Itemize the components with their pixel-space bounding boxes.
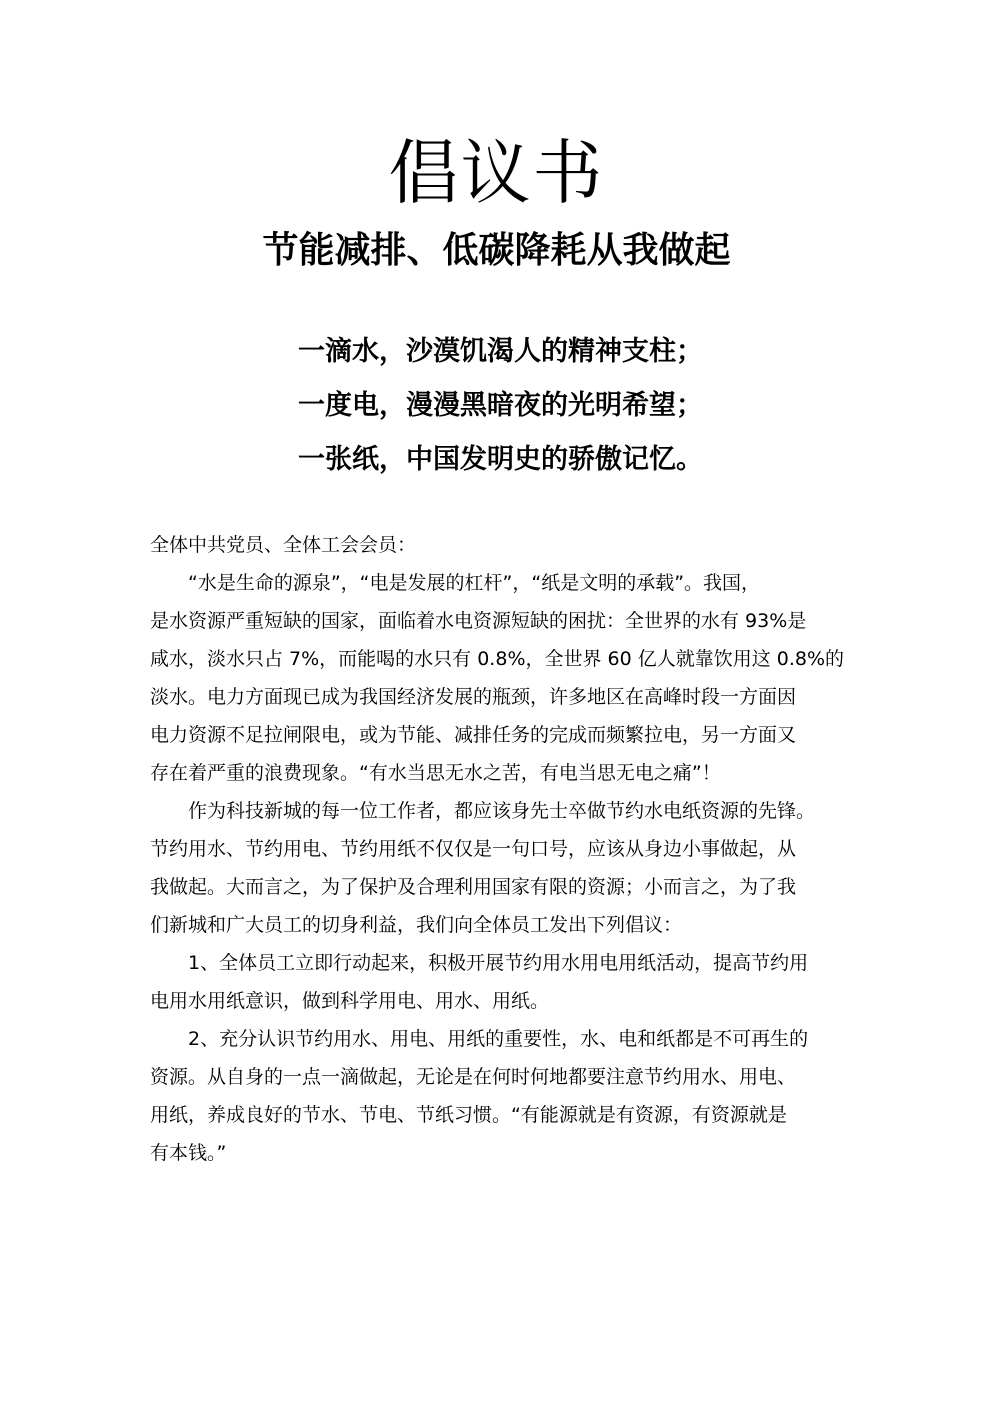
poem-line: 一张纸，中国发明史的骄傲记忆。 bbox=[298, 444, 703, 475]
document-subtitle: 节能减排、低碳降耗从我做起 bbox=[262, 230, 731, 271]
paragraph-line: 1、全体员工立即行动起来，积极开展节约用水用电用纸活动，提高节约用 bbox=[188, 952, 809, 974]
paragraph-line: 节约用水、节约用电、节约用纸不仅仅是一句口号，应该从身边小事做起，从 bbox=[150, 838, 797, 860]
paragraph-line: 2、充分认识节约用水、用电、用纸的重要性，水、电和纸都是不可再生的 bbox=[188, 1028, 809, 1050]
paragraph-line: 电力资源不足拉闸限电，或为节能、减排任务的完成而频繁拉电，另一方面又 bbox=[150, 724, 797, 746]
paragraph-line: 资源。从自身的一点一滴做起，无论是在何时何地都要注意节约用水、用电、 bbox=[150, 1066, 797, 1088]
paragraph-line: 淡水。电力方面现已成为我国经济发展的瓶颈，许多地区在高峰时段一方面因 bbox=[150, 686, 797, 708]
document-title: 倡议书 bbox=[388, 132, 605, 214]
paragraph-line: 我做起。大而言之，为了保护及合理利用国家有限的资源；小而言之，为了我 bbox=[150, 876, 797, 898]
salutation: 全体中共党员、全体工会会员： bbox=[150, 534, 417, 556]
paragraph-line: 们新城和广大员工的切身利益，我们向全体员工发出下列倡议： bbox=[150, 914, 683, 936]
paragraph-line: “水是生命的源泉”，“电是发展的杠杆”，“纸是文明的承载”。我国， bbox=[188, 572, 761, 594]
poem-lines bbox=[298, 334, 703, 496]
poem-line: 一度电，漫漫黑暗夜的光明希望； bbox=[298, 390, 703, 421]
poem-line: 一滴水，沙漠饥渴人的精神支柱； bbox=[298, 336, 703, 367]
paragraph-line: 用纸，养成良好的节水、节电、节纸习惯。“有能源就是有资源，有资源就是 bbox=[150, 1104, 787, 1126]
paragraph-line: 有本钱。” bbox=[150, 1142, 227, 1164]
paragraph-line: 咸水，淡水只占 7%，而能喝的水只有 0.8%，全世界 60 亿人就靠饮用这 0.8%的 bbox=[150, 648, 845, 670]
paragraph-line: 存在着严重的浪费现象。“有水当思无水之苦，有电当思无电之痛”！ bbox=[150, 762, 721, 784]
body-text bbox=[150, 526, 850, 1172]
paragraph-line: 是水资源严重短缺的国家，面临着水电资源短缺的困扰：全世界的水有 93%是 bbox=[150, 610, 807, 632]
paragraph-line: 电用水用纸意识，做到科学用电、用水、用纸。 bbox=[150, 990, 550, 1012]
paragraph-line: 作为科技新城的每一位工作者，都应该身先士卒做节约水电纸资源的先锋。 bbox=[188, 800, 816, 822]
